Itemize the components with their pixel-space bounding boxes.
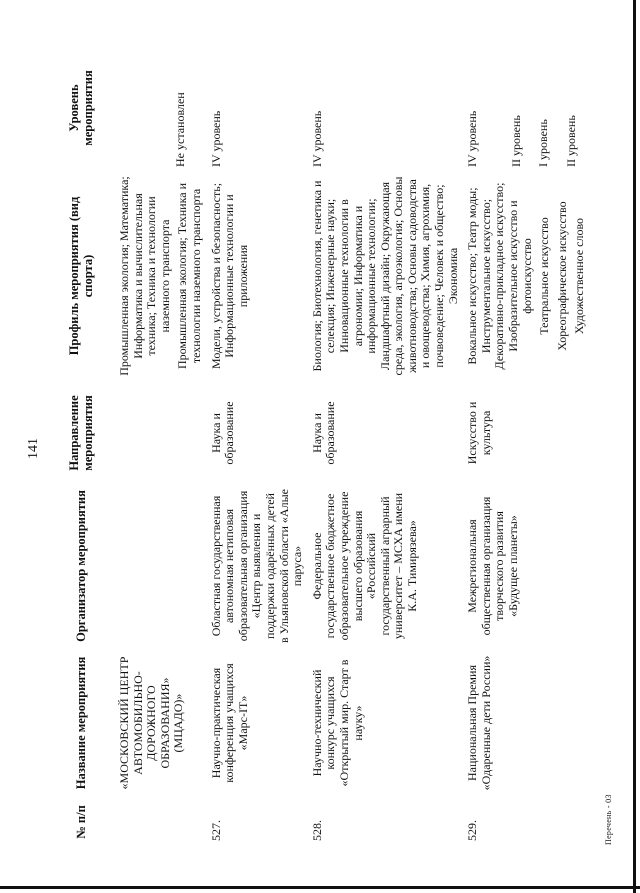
- event-name: Национальная Премия «Одаренные дети России»: [465, 655, 493, 791]
- header-num: № п/п: [74, 805, 88, 839]
- event-profile: [118, 171, 210, 381]
- event-direction: Наука и образование: [208, 401, 237, 465]
- header-name: Название мероприятия: [74, 656, 88, 790]
- profile-line: Модели, устройства и безопасность; Информационные технологии и приложения: [208, 182, 250, 370]
- table-row: [118, 45, 210, 845]
- event-level: [118, 45, 210, 171]
- rotated-page-content: [26, 45, 613, 845]
- event-organizer: Межрегиональная общественная организация творческого развития «Будущее планеты»: [465, 496, 521, 636]
- event-name: Научно-практическая конференция учащихся «Марс-IT»: [208, 663, 250, 783]
- header-level: Уровень мероприятия: [67, 70, 95, 146]
- page-border-right: [633, 0, 636, 893]
- profile-line: Художественное слово: [572, 217, 587, 335]
- event-organizer: Федеральное государственное бюджетное образовательное учреждение высшего образования «Российский государственный аграрный университет – МСХА имени К.А. Тимирязева»: [309, 491, 419, 641]
- events-table: [44, 45, 599, 845]
- table-row: [210, 45, 311, 845]
- profile-line: Театральное искусство: [537, 217, 552, 335]
- level-line: IV уровень: [465, 110, 480, 167]
- event-organizer: Областная государственная автономная нетиповая образовательная организация «Центр выявления и поддержки одарённых детей в Ульяновской области «Алые паруса»: [208, 489, 305, 643]
- level-line: I уровень: [536, 119, 551, 167]
- header-profile: Профиль мероприятия (вид спорта): [67, 196, 95, 356]
- event-direction: Искусство и культура: [465, 401, 493, 465]
- table-row: [466, 45, 598, 845]
- profile-line: Промышленная экология; Техника и технологии наземного транспорта: [175, 182, 203, 370]
- profile-line: Биология; Биотехнология, генетика и селекция; Инженерные науки; Инновационные технологии в агрономии; Информатика и информационные технологии; Ландшафтный дизайн; Окружающая среда, экология, агроэкология; Основы животноводства; Основы садоводства и овощеводства; Химия, агрохимия, почвоведение; Человек и общество; Экономика: [309, 176, 460, 376]
- footer-text: Перечень - 03: [604, 794, 613, 845]
- profile-line: Вокальное искусство; Театр моды; Инструментальное искусство; Декоративно-прикладное искусство; Изобразительное искусство и фотоискусство: [465, 182, 534, 370]
- level-line: II уровень: [564, 115, 579, 167]
- event-name: Научно-технический конкурс учащихся «Открытый мир. Старт в науку»: [309, 659, 365, 787]
- event-profile: [311, 171, 467, 381]
- level-line: Не установлен: [173, 92, 187, 167]
- event-direction: [118, 381, 210, 485]
- event-organizer: [118, 485, 210, 647]
- page-border-bottom: [0, 886, 640, 889]
- level-line: IV уровень: [208, 110, 223, 167]
- row-num: 527.: [208, 820, 223, 841]
- table-row: [311, 45, 467, 845]
- event-profile: [466, 171, 598, 381]
- row-num: [118, 799, 210, 845]
- level-line: IV уровень: [309, 110, 324, 167]
- level-line: [118, 49, 174, 167]
- event-level: [210, 45, 311, 171]
- event-name: «МОСКОВСКИЙ ЦЕНТР АВТОМОБИЛЬНО-ДОРОЖНОГО ОБРАЗОВАНИЯ» (МЦАДО)»: [117, 656, 186, 790]
- level-line: II уровень: [508, 115, 523, 167]
- profile-line: Хореографическое искусство: [554, 201, 569, 351]
- page-number: 141: [26, 438, 41, 459]
- row-num: 528.: [309, 820, 324, 841]
- row-num: 529.: [465, 820, 480, 841]
- table-header-row: [44, 45, 118, 845]
- header-direction: Направление мероприятия: [67, 395, 95, 471]
- event-level: [311, 45, 467, 171]
- header-organizer: Организатор мероприятия: [74, 490, 88, 642]
- event-profile: [210, 171, 311, 381]
- event-level: [466, 45, 598, 171]
- profile-line: Промышленная экология; Математика; Информатика и вычислительная техника; Техника и технологии наземного транспорта: [117, 176, 172, 376]
- event-direction: Наука и образование: [309, 401, 338, 465]
